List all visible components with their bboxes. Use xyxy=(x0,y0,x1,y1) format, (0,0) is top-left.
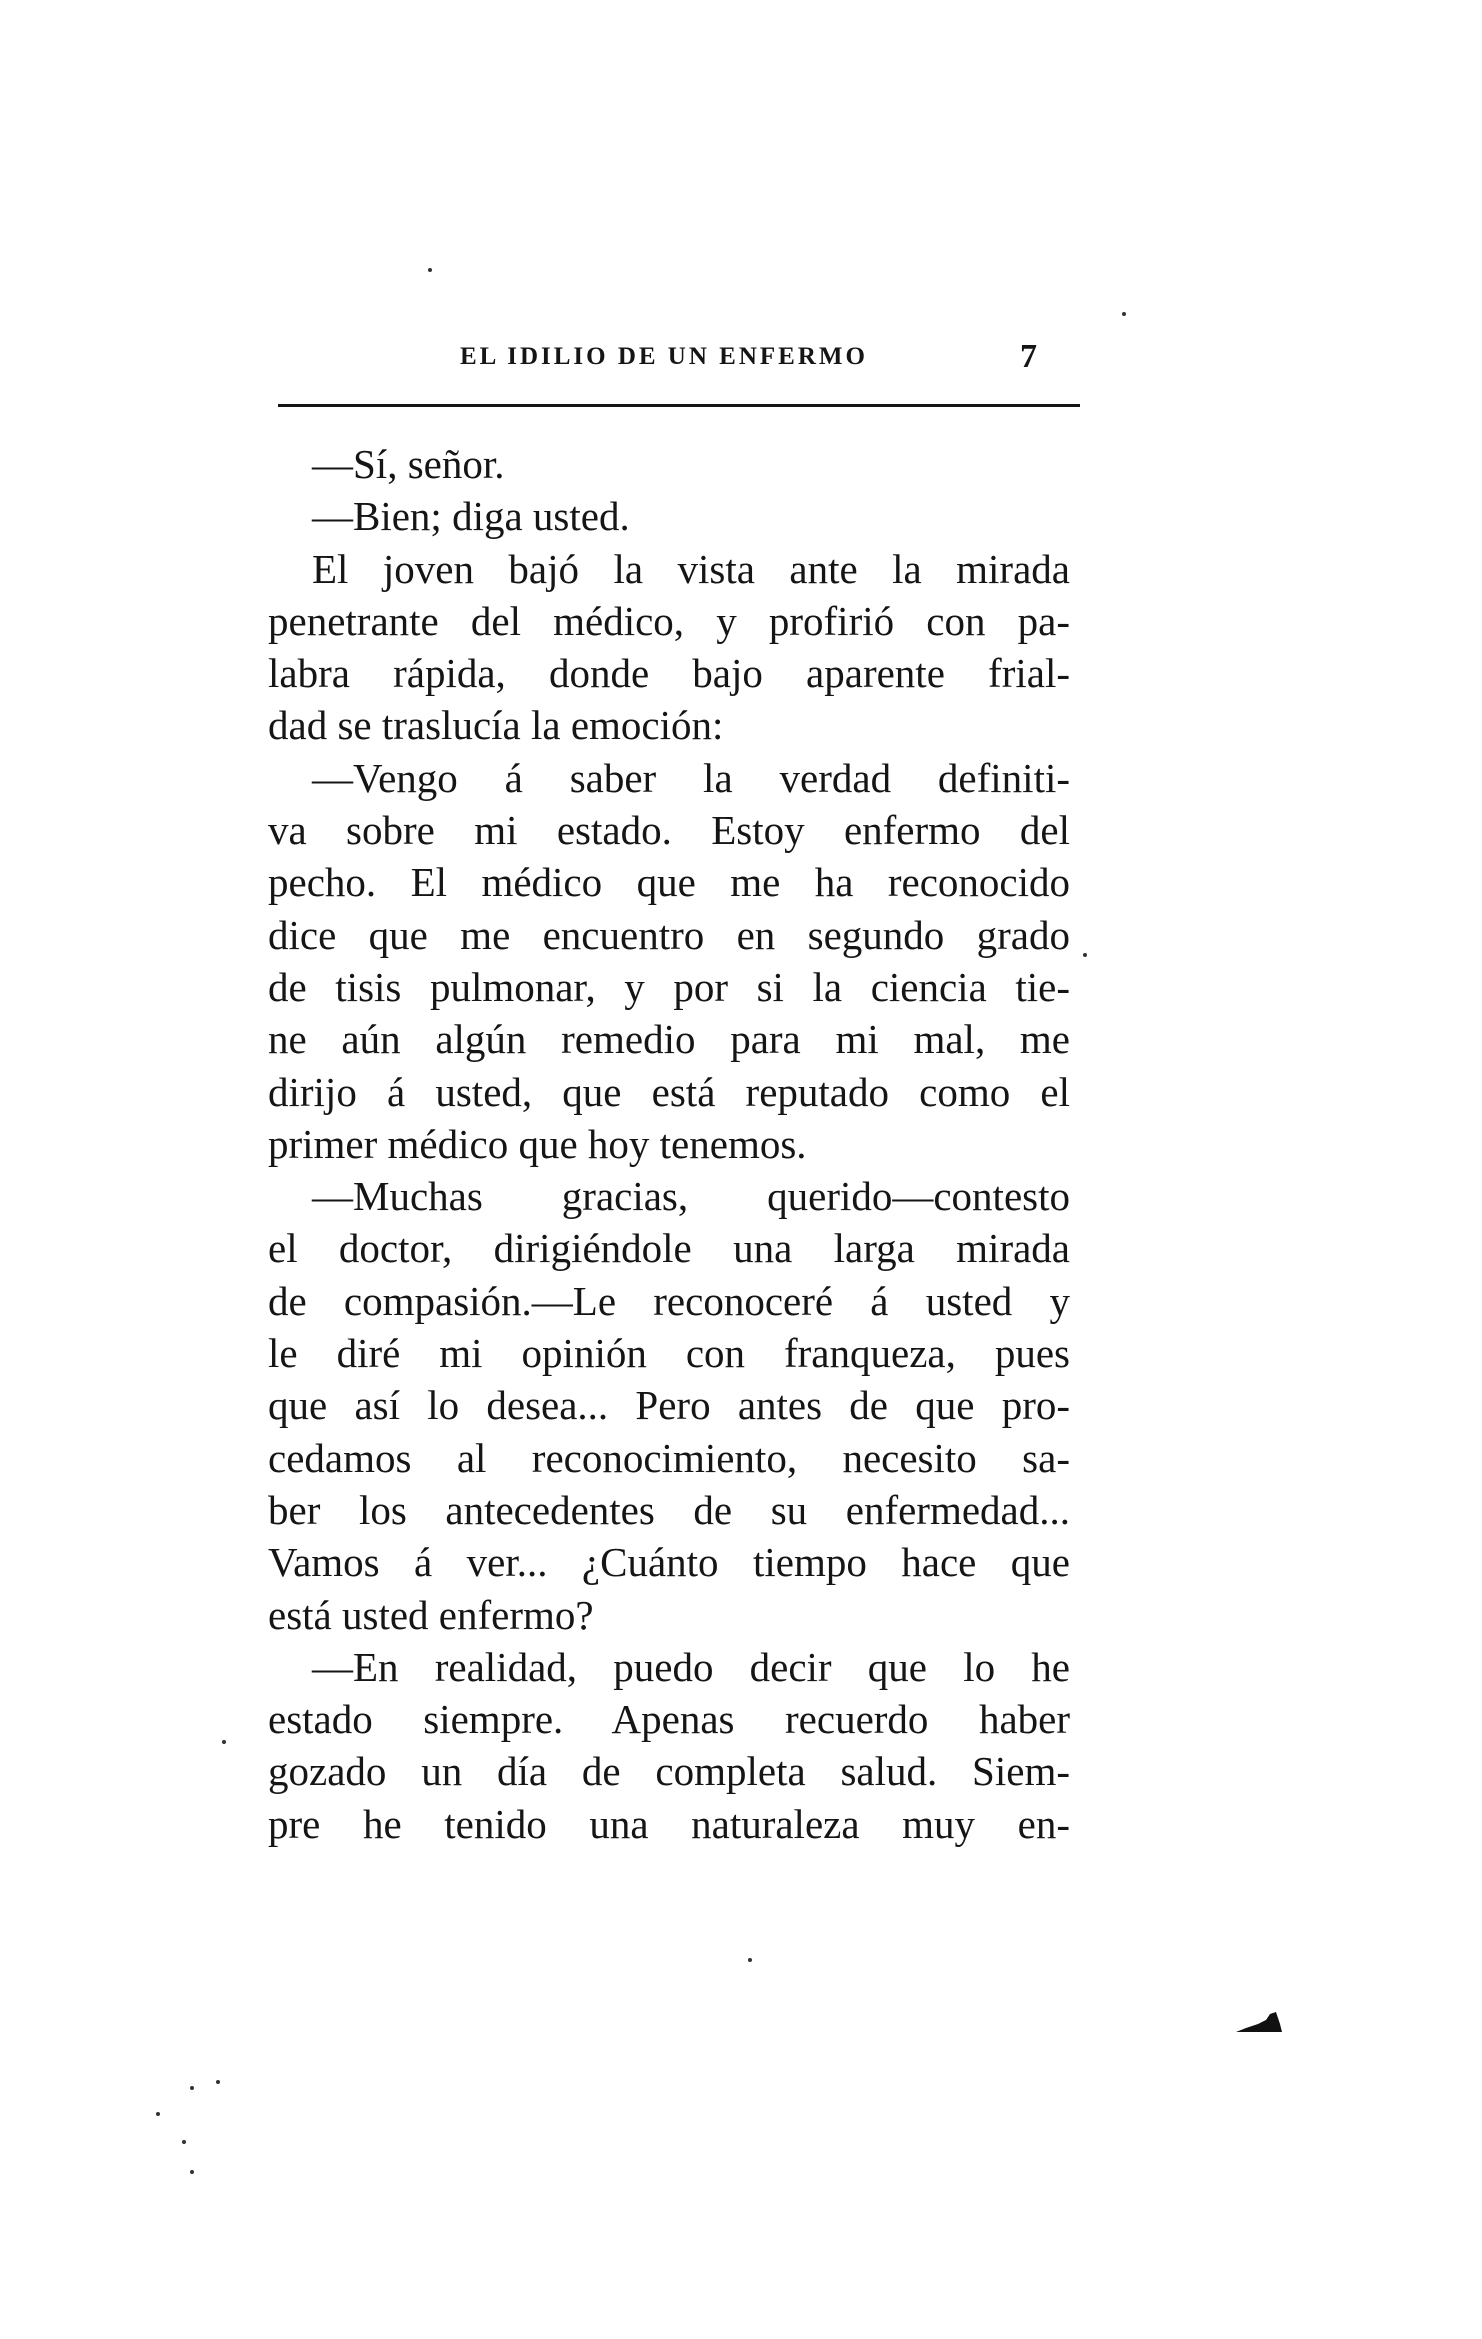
text-line: ne aún algún remedio para mi mal, me xyxy=(268,1016,1070,1063)
scan-speck xyxy=(156,2112,160,2116)
text-line: —Vengo á saber la verdad definiti- xyxy=(312,754,1070,801)
text-line: Vamos á ver... ¿Cuánto tiempo hace que xyxy=(268,1539,1070,1586)
scan-speck xyxy=(182,2140,186,2144)
scan-speck xyxy=(222,1740,226,1744)
text-line: labra rápida, donde bajo aparente frial- xyxy=(268,650,1070,697)
header-rule xyxy=(278,404,1080,407)
text-line: dice que me encuentro en segundo grado xyxy=(268,911,1070,958)
running-title: EL IDILIO DE UN ENFERMO xyxy=(460,343,868,370)
scan-speck xyxy=(216,2080,220,2084)
text-line: —En realidad, puedo decir que lo he xyxy=(312,1643,1070,1690)
text-line: de compasión.—Le reconoceré á usted y xyxy=(268,1277,1070,1324)
text-line: está usted enfermo? xyxy=(268,1591,594,1638)
page-number: 7 xyxy=(1020,338,1037,375)
corner-ink-mark xyxy=(1236,2012,1282,2034)
text-line: dad se traslucía la emoción: xyxy=(268,702,724,749)
scan-speck xyxy=(1122,312,1126,316)
scan-speck xyxy=(190,2170,194,2174)
scan-speck xyxy=(1083,953,1087,957)
text-line: dirijo á usted, que está reputado como el xyxy=(268,1068,1070,1115)
text-line: cedamos al reconocimiento, necesito sa- xyxy=(268,1434,1070,1481)
text-line: de tisis pulmonar, y por si la ciencia tie- xyxy=(268,963,1070,1010)
text-line: —Sí, señor. xyxy=(312,441,505,487)
text-line: —Bien; diga usted. xyxy=(312,493,630,540)
text-line: penetrante del médico, y profirió con pa- xyxy=(268,597,1070,644)
text-line: le diré mi opinión con franqueza, pues xyxy=(268,1330,1070,1377)
text-line: —Muchas gracias, querido—contesto xyxy=(312,1173,1070,1220)
text-line: gozado un día de completa salud. Siem- xyxy=(268,1748,1070,1795)
text-line: pecho. El médico que me ha reconocido xyxy=(268,859,1070,906)
text-line: estado siempre. Apenas recuerdo haber xyxy=(268,1696,1070,1743)
text-line: va sobre mi estado. Estoy enfermo del xyxy=(268,807,1070,854)
body-text xyxy=(268,438,1070,1850)
text-line: primer médico que hoy tenemos. xyxy=(268,1120,807,1167)
scan-speck xyxy=(428,268,432,272)
scan-speck xyxy=(190,2086,194,2090)
text-line: El joven bajó la vista ante la mirada xyxy=(312,545,1070,592)
text-line: el doctor, dirigiéndole una larga mirada xyxy=(268,1225,1070,1272)
scan-speck xyxy=(748,1958,752,1962)
text-line: ber los antecedentes de su enfermedad... xyxy=(268,1486,1070,1533)
text-line: pre he tenido una naturaleza muy en- xyxy=(268,1800,1070,1847)
text-line: que así lo desea... Pero antes de que pro- xyxy=(268,1382,1070,1429)
